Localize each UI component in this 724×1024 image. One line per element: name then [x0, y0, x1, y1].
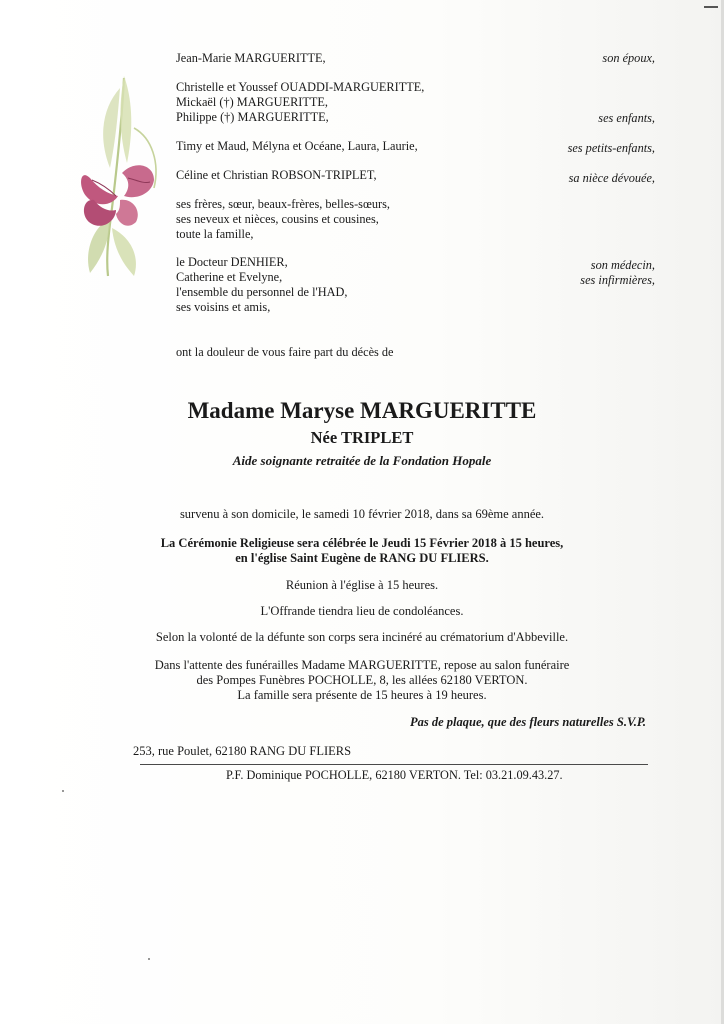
flowers-note: Pas de plaque, que des fleurs naturelles S.V.P. — [409, 715, 646, 729]
scan-mark — [704, 6, 718, 8]
relation-grandchildren: ses petits-enfants, — [567, 141, 655, 155]
ceremony-line-1: La Cérémonie Religieuse sera célébrée le Jeudi 15 Février 2018 à 15 heures, — [160, 536, 564, 550]
family-line: Philippe (†) MARGUERITTE, — [176, 110, 329, 124]
relation-spouse: son époux, — [602, 51, 655, 65]
family-line: le Docteur DENHIER, — [176, 255, 288, 269]
announcement: ont la douleur de vous faire part du décès de — [176, 345, 394, 359]
family-line: ses neveux et nièces, cousins et cousines, — [176, 212, 379, 226]
footer-divider — [140, 764, 648, 765]
family-line: Mickaël (†) MARGUERITTE, — [176, 95, 328, 109]
relation-niece: sa nièce dévouée, — [568, 171, 655, 185]
family-line: Jean-Marie MARGUERITTE, — [176, 51, 326, 65]
family-line: Christelle et Youssef OUADDI-MARGUERITTE, — [176, 80, 425, 94]
relation-nurses: ses infirmières, — [580, 273, 655, 287]
family-line: ses frères, sœur, beaux-frères, belles-sœurs, — [176, 197, 390, 211]
scan-speck — [62, 790, 64, 792]
deceased-maiden-name: Née TRIPLET — [310, 428, 414, 447]
deceased-occupation: Aide soignante retraitée de la Fondation Hopale — [232, 453, 492, 468]
family-line: Timy et Maud, Mélyna et Océane, Laura, Laurie, — [176, 139, 418, 153]
death-details: survenu à son domicile, le samedi 10 février 2018, dans sa 69ème année. — [179, 507, 545, 521]
cremation-note: Selon la volonté de la défunte son corps sera incinéré au crématorium d'Abbeville. — [155, 630, 569, 644]
deceased-name: Madame Maryse MARGUERITTE — [187, 398, 537, 423]
ceremony-line-2: en l'église Saint Eugène de RANG DU FLIERS. — [235, 551, 489, 565]
funeral-home-line-2: des Pompes Funèbres POCHOLLE, 8, les allées 62180 VERTON. — [196, 673, 528, 687]
family-presence: La famille sera présente de 15 heures à 19 heures. — [237, 688, 487, 702]
scan-speck — [148, 958, 150, 960]
family-line: toute la famille, — [176, 227, 254, 241]
offering-note: L'Offrande tiendra lieu de condoléances. — [260, 604, 464, 618]
funeral-director-footer: P.F. Dominique POCHOLLE, 62180 VERTON. Tel: 03.21.09.43.27. — [226, 768, 563, 782]
relation-doctor: son médecin, — [590, 258, 655, 272]
family-line: ses voisins et amis, — [176, 300, 271, 314]
calla-lily-illustration — [72, 68, 164, 278]
relation-children: ses enfants, — [598, 111, 655, 125]
family-line: Céline et Christian ROBSON-TRIPLET, — [176, 168, 377, 182]
family-line: l'ensemble du personnel de l'HAD, — [176, 285, 348, 299]
funeral-home-line-1: Dans l'attente des funérailles Madame MARGUERITTE, repose au salon funéraire — [154, 658, 570, 672]
church-reunion: Réunion à l'église à 15 heures. — [285, 578, 439, 592]
home-address: 253, rue Poulet, 62180 RANG DU FLIERS — [133, 744, 352, 758]
family-line: Catherine et Evelyne, — [176, 270, 283, 284]
